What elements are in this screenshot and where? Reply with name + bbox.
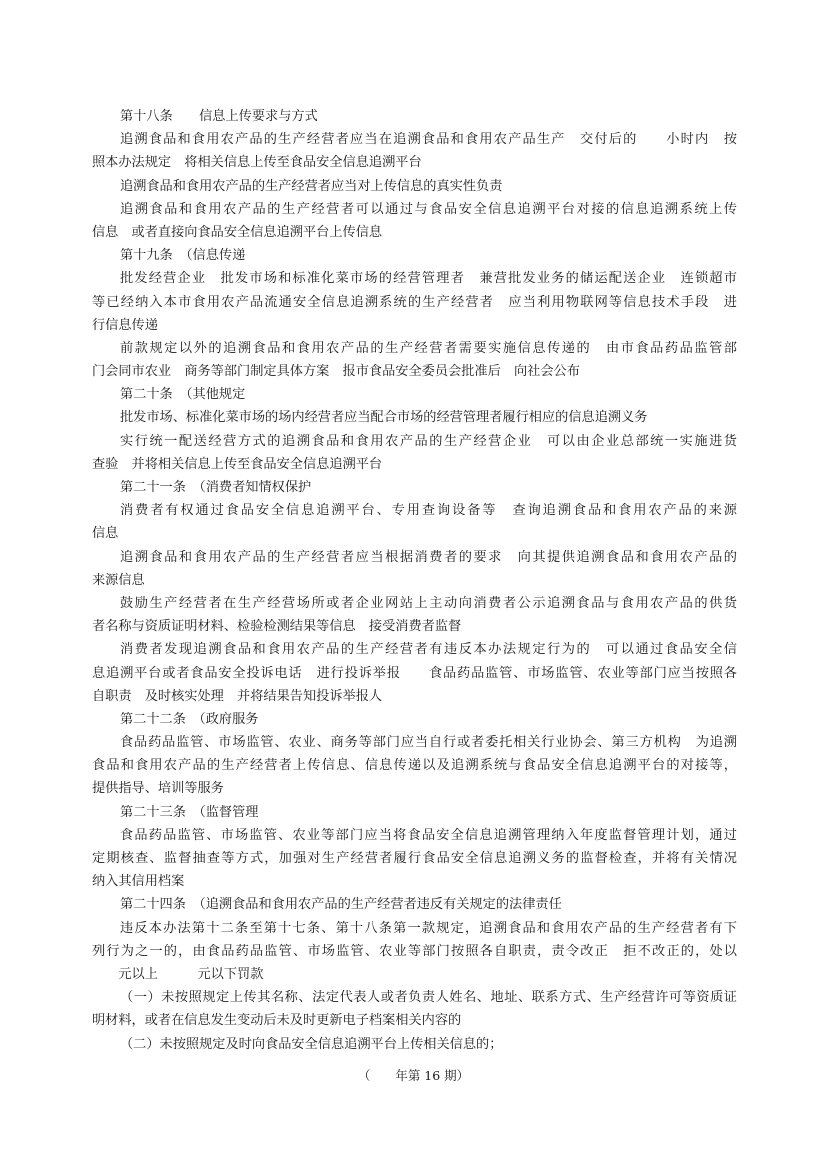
text-line: 信息 或者直接向食品安全信息追溯平台上传信息	[92, 224, 383, 240]
paragraph	[92, 917, 737, 987]
text-line: 消费者有权通过食品安全信息追溯平台、专用查询设备等 查询追溯食品和食用农产品的来源	[120, 503, 737, 519]
text-line: 批发市场、标准化菜市场的场内经营者应当配合市场的经营管理者履行相应的信息追溯义务	[120, 410, 648, 426]
text-line: 食品药品监管、市场监管、农业、商务等部门应当自行或者委托相关行业协会、第三方机构 为追溯	[120, 735, 737, 751]
paragraph	[92, 267, 737, 337]
text-line: 第二十一条 （消费者知情权保护	[120, 480, 312, 495]
text-line: 追溯食品和食用农产品的生产经营者应当在追溯食品和食用农产品生产 交付后的 小时内 按	[120, 132, 737, 148]
paragraph	[92, 546, 737, 592]
text-line: 第十八条 信息上传要求与方式	[120, 109, 318, 124]
text-line: 提供指导、培训等服务	[92, 781, 224, 797]
text-line: 追溯食品和食用农产品的生产经营者应当对上传信息的真实性负责	[120, 178, 503, 194]
text-line: 追溯食品和食用农产品的生产经营者可以通过与食品安全信息追溯平台对接的信息追溯系统上传	[120, 201, 737, 217]
paragraph	[92, 592, 737, 638]
text-line: 者名称与资质证明材料、检验检测结果等信息 接受消费者监督	[92, 619, 462, 635]
page-footer: （ 年第 16 期）	[357, 1068, 470, 1083]
paragraph	[92, 105, 737, 128]
text-line: 消费者发现追溯食品和食用农产品的生产经营者有违反本办法规定行为的 可以通过食品安全信	[120, 642, 737, 658]
text-line: 前款规定以外的追溯食品和食用农产品的生产经营者需要实施信息传递的 由市食品药品监管部	[120, 340, 737, 356]
text-line: 第二十三条 （监督管理	[120, 804, 259, 820]
text-line: 食品和食用农产品的生产经营者上传信息、信息传递以及追溯系统与食品安全信息追溯平台的对接等，	[92, 758, 737, 774]
text-line: 列行为之一的，由食品药品监管、市场监管、农业等部门按照各自职责，责令改正 拒不改正的，处以	[92, 943, 737, 959]
paragraph	[92, 128, 737, 174]
paragraph	[92, 430, 737, 476]
text-line: 来源信息	[92, 572, 145, 588]
text-line: 第二十条 （其他规定	[120, 387, 246, 403]
text-line: 鼓励生产经营者在生产经营场所或者企业网站上主动向消费者公示追溯食品与食用农产品的供货	[120, 595, 737, 611]
text-line: 行信息传递	[92, 317, 158, 333]
paragraph	[92, 175, 737, 198]
paragraph	[92, 893, 737, 916]
paragraph	[92, 801, 737, 824]
text-line: 明材料，或者在信息发生变动后未及时更新电子档案相关内容的	[92, 1013, 462, 1029]
paragraph	[92, 708, 737, 731]
paragraph	[92, 406, 737, 429]
text-line: 第二十四条 （追溯食品和食用农产品的生产经营者违反有关规定的法律责任	[120, 897, 562, 913]
paragraph	[92, 986, 737, 1032]
paragraph	[92, 1033, 737, 1056]
text-line: 第二十二条 （政府服务	[120, 711, 259, 727]
text-line: 照本办法规定 将相关信息上传至食品安全信息追溯平台	[92, 155, 422, 171]
text-line: 自职责 及时核实处理 并将结果告知投诉举报人	[92, 688, 383, 704]
text-line: 食品药品监管、市场监管、农业等部门应当将食品安全信息追溯管理纳入年度监督管理计划，通过	[120, 827, 737, 843]
text-line: 追溯食品和食用农产品的生产经营者应当根据消费者的要求 向其提供追溯食品和食用农产品的	[120, 549, 737, 565]
paragraph	[92, 731, 737, 801]
text-line: 违反本办法第十二条至第十七条、第十八条第一款规定，追溯食品和食用农产品的生产经营者有下	[120, 920, 737, 936]
text-line: 门会同市农业 商务等部门制定具体方案 报市食品安全委员会批准后 向社会公布	[92, 364, 580, 380]
document-body	[92, 105, 737, 1056]
text-line: 批发经营企业 批发市场和标准化菜市场的经营管理者 兼营批发业务的储运配送企业 连锁超市	[120, 271, 737, 287]
text-line: 定期核查、监督抽查等方式，加强对生产经营者履行食品安全信息追溯义务的监督检查，并将有关情况	[92, 851, 737, 866]
text-line: 信息	[92, 526, 119, 542]
paragraph	[92, 638, 737, 708]
paragraph	[92, 476, 737, 499]
text-line: （一）未按照规定上传其名称、法定代表人或者负责人姓名、地址、联系方式、生产经营许可等资质证	[120, 990, 737, 1006]
paragraph	[92, 499, 737, 545]
paragraph	[92, 383, 737, 406]
text-line: 等已经纳入本市食用农产品流通安全信息追溯系统的生产经营者 应当利用物联网等信息技术手段 进	[92, 294, 737, 310]
text-line: 纳入其信用档案	[92, 874, 185, 890]
paragraph	[92, 824, 737, 894]
paragraph	[92, 337, 737, 383]
paragraph	[92, 244, 737, 267]
text-line: （二）未按照规定及时向食品安全信息追溯平台上传相关信息的；	[120, 1036, 503, 1052]
paragraph	[92, 198, 737, 244]
text-line: 息追溯平台或者食品安全投诉电话 进行投诉举报 食品药品监管、市场监管、农业等部门应当按照各	[92, 665, 737, 681]
text-line: 元以上 元以下罚款	[92, 966, 264, 982]
text-line: 第十九条 （信息传递	[120, 248, 246, 264]
text-line: 实行统一配送经营方式的追溯食品和食用农产品的生产经营企业 可以由企业总部统一实施进货	[120, 433, 737, 449]
text-line: 查验 并将相关信息上传至食品安全信息追溯平台	[92, 456, 383, 472]
